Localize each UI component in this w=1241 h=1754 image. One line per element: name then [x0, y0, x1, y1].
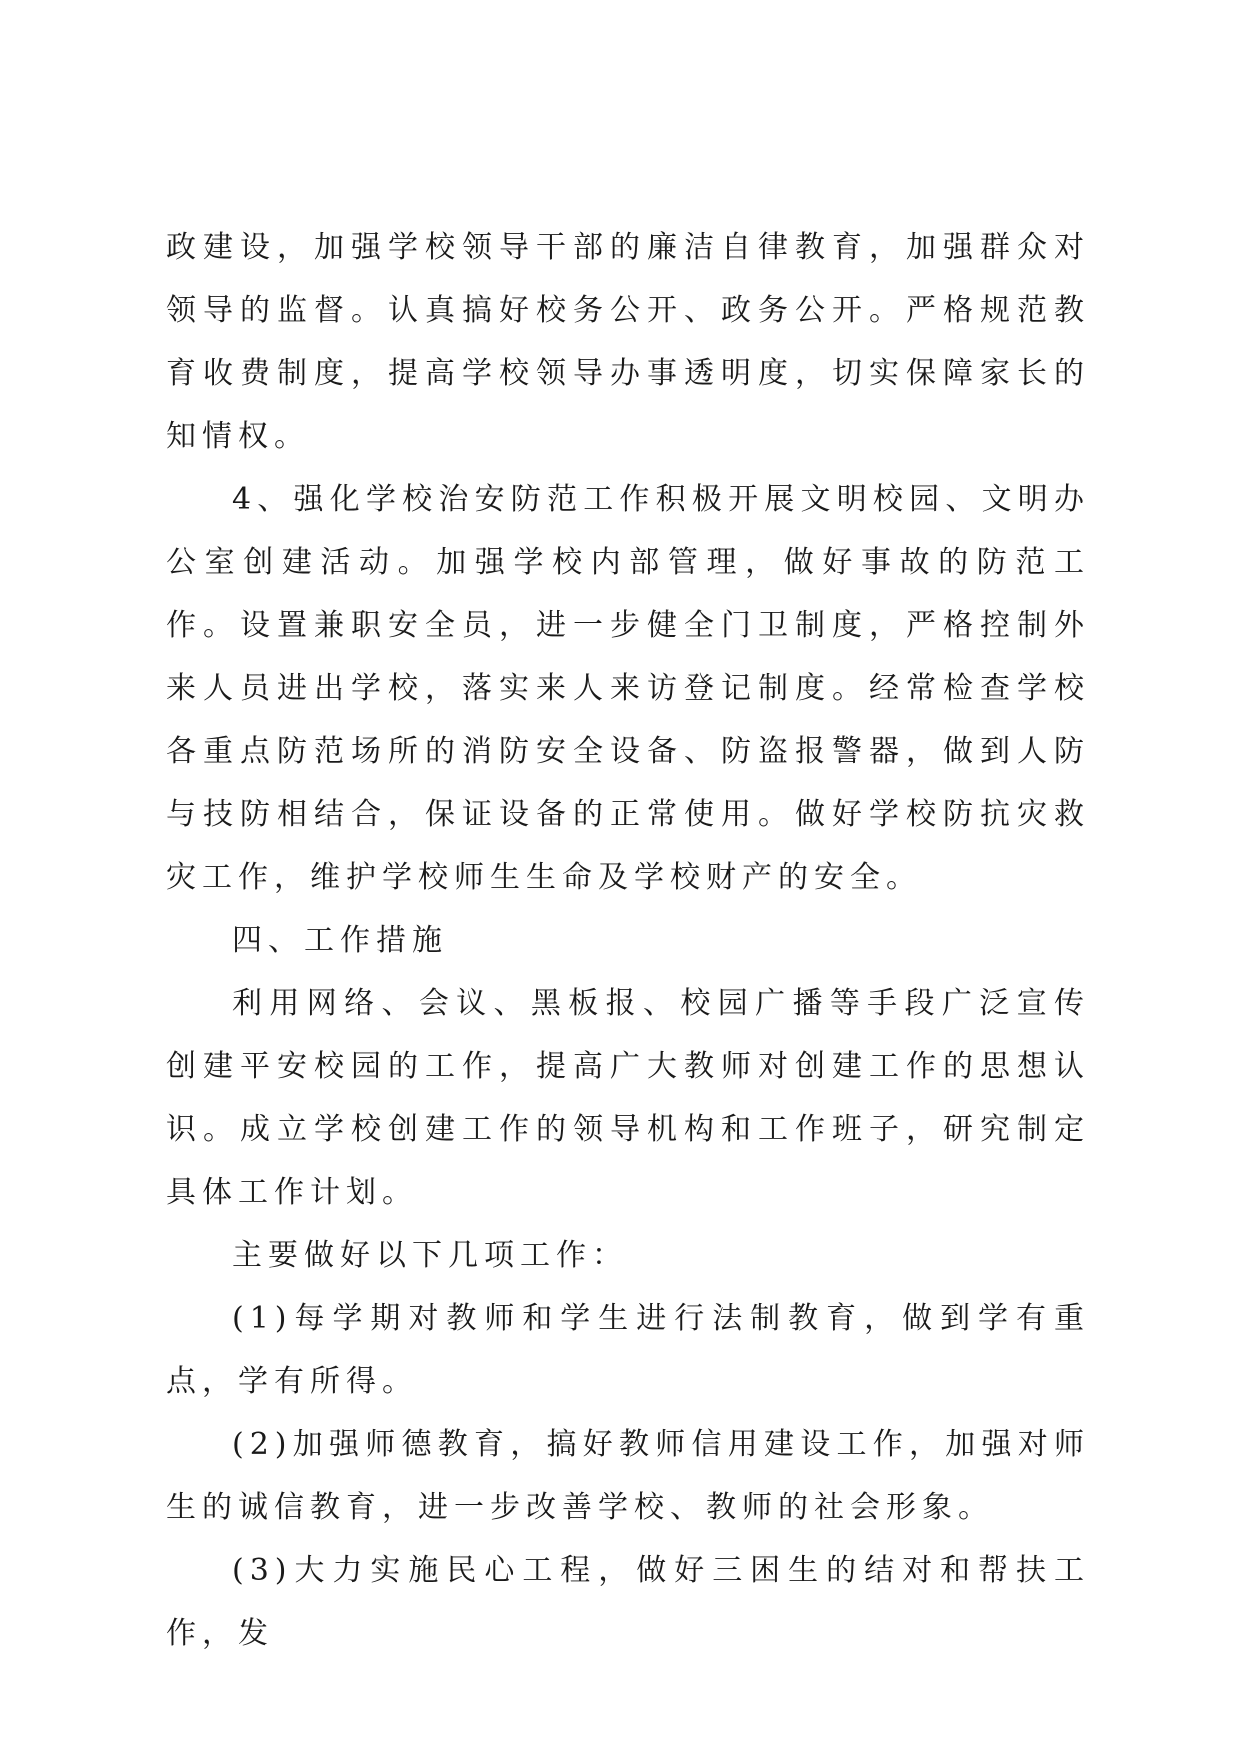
list-item-2: (2)加强师德教育，搞好教师信用建设工作，加强对师生的诚信教育，进一步改善学校、教师的社会形象。 [166, 1427, 1090, 1525]
paragraph-main-tasks: 主要做好以下几项工作： [232, 1238, 628, 1273]
list-item-3: (3)大力实施民心工程，做好三困生的结对和帮扶工作，发 [166, 1553, 1090, 1651]
list-item-1: (1)每学期对教师和学生进行法制教育，做到学有重点，学有所得。 [166, 1301, 1090, 1399]
section-heading-work-measures: 四、工作措施 [232, 923, 448, 958]
paragraph-security-work: 4、强化学校治安防范工作积极开展文明校园、文明办公室创建活动。加强学校内部管理，做好事故的防范工作。设置兼职安全员，进一步健全门卫制度，严格控制外来人员进出学校，落实来人来访登记制度。经常检查学校各重点防范场所的消防安全设备、防盗报警器，做到人防与技防相结合，保证设备的正常使用。做好学校防抗灾救灾工作，维护学校师生生命及学校财产的安全。 [166, 482, 1090, 895]
document-body [166, 216, 1090, 1665]
paragraph-publicity: 利用网络、会议、黑板报、校园广播等手段广泛宣传创建平安校园的工作，提高广大教师对创建工作的思想认识。成立学校创建工作的领导机构和工作班子，研究制定具体工作计划。 [166, 986, 1090, 1210]
paragraph-continuation: 政建设，加强学校领导干部的廉洁自律教育，加强群众对领导的监督。认真搞好校务公开、政务公开。严格规范教育收费制度，提高学校领导办事透明度，切实保障家长的知情权。 [166, 230, 1090, 454]
